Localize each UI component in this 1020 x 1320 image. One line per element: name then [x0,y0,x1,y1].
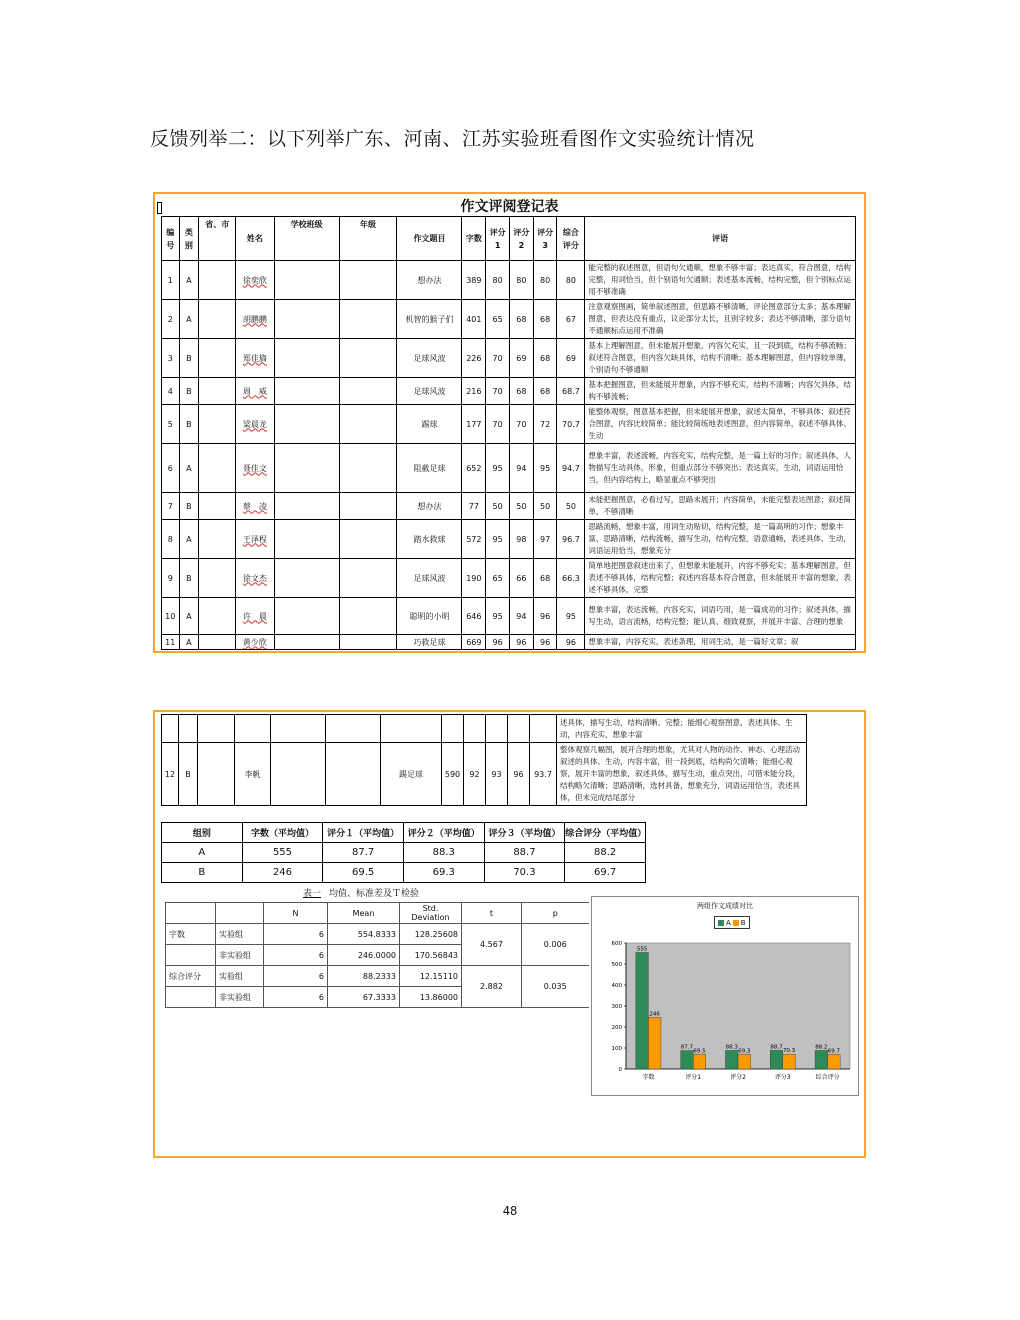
row-words: 401 [462,300,486,339]
stat-group: 非实验组 [216,987,264,1008]
row-school [274,405,339,444]
header-school: 学校班级 [274,217,339,261]
row-category: B [179,743,198,806]
row-score3: 96 [533,635,557,650]
row-score1: 65 [486,300,510,339]
row-score2: 66 [509,559,533,598]
row-overall: 68.7 [557,378,585,405]
header-score3: 评分3 [533,217,557,261]
row-province [199,339,236,378]
row-category: A [179,261,199,300]
row-score1: 92 [464,743,486,806]
row-words: 652 [462,444,486,493]
stat-var: 综合评分 [166,966,216,987]
row-no: 6 [162,444,180,493]
stat-p: 0.035 [522,966,589,1008]
bar-data-label: 69.5 [693,1048,706,1055]
header-province: 省、市 [199,217,236,261]
avg-header-overall: 综合评分（平均值） [565,823,646,843]
row-overall: 70.7 [557,405,585,444]
row-school [274,261,339,300]
row-score3: 95 [533,444,557,493]
bar-b [738,1054,751,1069]
row-grade [339,598,397,635]
row-title: 想办法 [397,493,462,520]
avg-cell: A [162,843,243,863]
row-no: 7 [162,493,180,520]
row-overall: 94.7 [557,444,585,493]
bar-data-label: 70.3 [782,1048,796,1055]
row-no: 11 [162,635,180,650]
stat-header-mean: Mean [328,903,400,924]
row-title: 足球风波 [397,559,462,598]
stat-table-caption-prefix: 表一 [303,889,322,899]
row-score3: 50 [533,493,557,520]
x-tick-label: 评分2 [730,1074,746,1081]
row-school [274,493,339,520]
row-score2: 70 [509,405,533,444]
stat-table [165,902,589,1008]
bar-data-label: 69.7 [827,1048,840,1055]
comment-cell: 基本上理解图意，但未能展开想象，内容欠充实，且一段到底，结构不够流畅；叙述符合图意，但内容欠缺具体，结构不清晰；基本理解图意，但内容较单薄，个别语句不够通顺 [585,339,856,378]
register-frame-1 [153,192,866,653]
stat-sd: 13.86000 [400,987,462,1008]
stat-var [166,945,216,966]
row-grade [339,300,397,339]
row-title: 踢足球 [381,743,442,806]
bar-data-label: 555 [636,946,648,953]
bar-b [648,1017,661,1069]
avg-cell: 88.2 [565,843,646,863]
comment-cell: 能整体观察，图意基本把握，但未能展开想象，叙述太简单，不够具体；叙述符合图意，内容比较简单；能比较简练地表述图意，但内容简单，叙述不够具体、生动 [585,405,856,444]
row-province [199,444,236,493]
bar-a [725,1050,738,1069]
row-province [199,405,236,444]
bar-a [770,1050,783,1069]
y-tick-label: 600 [611,941,622,947]
table-row [162,261,856,300]
row-grade [339,444,397,493]
header-score2: 评分2 [509,217,533,261]
stat-t: 4.567 [462,924,522,966]
row-category: A [179,598,199,635]
stat-sd: 170.56843 [400,945,462,966]
row-overall: 50 [557,493,585,520]
chart-legend [714,916,750,929]
row-overall: 93.7 [530,743,557,806]
row-title: 机智的猴子们 [397,300,462,339]
row-category: A [179,300,199,339]
row-title: 踏水救球 [397,520,462,559]
header-name: 姓名 [236,217,274,261]
row-school [274,559,339,598]
row-score3: 68 [533,339,557,378]
stat-n: 6 [264,987,328,1008]
avg-header-score1: 评分１（平均值） [323,823,404,843]
row-score1: 80 [486,261,510,300]
row-name: 许 晨 [236,598,274,635]
row-score1: 95 [486,520,510,559]
row-score3: 97 [533,520,557,559]
row-province [199,378,236,405]
header-word-count: 字数 [462,217,486,261]
stat-mean: 67.3333 [328,987,400,1008]
bar-b [783,1054,796,1069]
avg-header-group: 组别 [162,823,243,843]
row-score2: 69 [509,339,533,378]
table-row [162,715,807,743]
y-tick-label: 500 [611,962,622,968]
row-grade [339,493,397,520]
row-score2: 94 [509,598,533,635]
row-category: B [179,378,199,405]
stat-table-caption-text: 均值、标准差及Ｔ检验 [329,889,420,899]
row-score2: 68 [509,300,533,339]
register-frame-2 [153,710,866,1158]
row-score1: 95 [486,444,510,493]
row-province [199,635,236,650]
row-score3: 68 [533,300,557,339]
avg-cell: B [162,863,243,883]
row-score2: 93 [486,743,508,806]
bar-data-label: 69.3 [738,1048,751,1055]
table-row [166,966,589,987]
row-no: 10 [162,598,180,635]
table-row [162,339,856,378]
table-row [162,843,646,863]
row-name: 胡鹏鹏 [236,300,274,339]
legend-label-a: A [726,918,731,927]
avg-cell: 70.3 [484,863,565,883]
stat-header [216,903,264,924]
row-words: 669 [462,635,486,650]
row-overall: 96 [557,635,585,650]
row-score3: 80 [533,261,557,300]
row-title: 踢球 [397,405,462,444]
register-table [161,216,856,650]
row-title: 足球风波 [397,339,462,378]
row-score1: 95 [486,598,510,635]
header-grade: 年级 [339,217,397,261]
row-grade [339,520,397,559]
row-overall: 67 [557,300,585,339]
row-name: 徐文杰 [236,559,274,598]
avg-header-words: 字数（平均值） [242,823,323,843]
register-table-continued [161,714,807,806]
row-words: 389 [462,261,486,300]
comment-cell: 述具体，描写生动，结构清晰、完整；能细心观察图意，表述具体、生动，内容充实，想象丰富 [557,715,807,743]
avg-cell: 88.3 [403,843,484,863]
stat-header-sd: Std. Deviation [400,903,462,924]
row-name: 黄少欣 [236,635,274,650]
row-title: 足球风波 [397,378,462,405]
avg-cell: 69.5 [323,863,404,883]
comment-cell: 整体观察几幅图，展开合理的想象，尤其对人物的动作、神态、心理活动叙述的具体、生动，内容丰富，但一段到底，结构尚欠清晰；能细心观察，展开丰富的想象，叙述具体，描写生动，重点突出，可惜未能分段，结构略欠清晰；思路清晰，选材具备，想象充分，词语运用恰当，表述具体，但未完成结尾部分 [557,743,807,806]
row-score2: 50 [509,493,533,520]
row-category: B [179,559,199,598]
register-title: 作文评阅登记表 [460,199,559,215]
bar-data-label: 87.7 [680,1044,694,1051]
row-school [274,378,339,405]
row-score3: 72 [533,405,557,444]
row-score3: 68 [533,378,557,405]
row-overall: 69 [557,339,585,378]
stat-mean: 246.0000 [328,945,400,966]
row-title: 阻截足球 [397,444,462,493]
legend-label-b: B [740,918,746,927]
stat-header [166,903,216,924]
row-category: A [179,444,199,493]
comment-cell: 基本把握图意，但未能展开想象，内容不够充实，结构不清晰；内容欠具体，结构不够流畅； [585,378,856,405]
comment-cell: 思路流畅，想象丰富，用词生动贴切，结构完整，是一篇高明的习作；想象丰富，思路清晰，结构流畅，描写生动，结构完整，语意通畅，表述具体、生动，词语运用恰当，想象充分 [585,520,856,559]
row-province [199,559,236,598]
row-grade [339,378,397,405]
row-score1: 70 [486,405,510,444]
stat-n: 6 [264,966,328,987]
row-category: B [179,405,199,444]
header-no: 编号 [162,217,180,261]
row-words: 77 [462,493,486,520]
row-province [199,300,236,339]
row-score3: 68 [533,559,557,598]
row-no: 3 [162,339,180,378]
stat-n: 6 [264,924,328,945]
table-row [162,405,856,444]
row-grade [339,339,397,378]
table-row [162,863,646,883]
row-words: 590 [442,743,464,806]
row-score2: 94 [509,444,533,493]
y-tick-label: 300 [611,1004,622,1010]
row-overall: 66.3 [557,559,585,598]
row-no: 4 [162,378,180,405]
row-score1: 70 [486,378,510,405]
avg-header-score2: 评分２（平均值） [403,823,484,843]
stat-table-caption [303,886,419,899]
stat-t: 2.882 [462,966,522,1008]
table-row [162,378,856,405]
row-grade [339,261,397,300]
avg-cell: 87.7 [323,843,404,863]
stat-group: 实验组 [216,966,264,987]
comment-cell: 能完整的叙述图意，但语句欠通顺，想象不够丰富；表达真实，符合图意，结构完整，用词恰当，但个别语句欠通顺；表述基本流畅，结构完整，但个别标点运用不够准确 [585,261,856,300]
header-category: 类别 [179,217,199,261]
page-heading: 反馈列举二：以下列举广东、河南、江苏实验班看图作文实验统计情况 [150,128,755,150]
row-no: 9 [162,559,180,598]
row-grade [339,635,397,650]
row-grade [339,559,397,598]
y-tick-label: 400 [611,983,622,989]
row-category: A [179,520,199,559]
table-row [162,635,856,650]
bar-b [693,1054,706,1069]
row-title: 巧救足球 [397,635,462,650]
comment-cell: 简单地把图意叙述出来了，但想象未能展开，内容不够充实；基本理解图意，但表述不够具体，结构完整；叙述内容基本符合图意，但未能展开丰富的想象，表述不够具体，完整 [585,559,856,598]
stat-mean: 88.2333 [328,966,400,987]
table-row [162,598,856,635]
stat-var [166,987,216,1008]
x-tick-label: 评分1 [685,1074,702,1081]
average-table [161,822,646,883]
y-tick-label: 0 [618,1067,622,1073]
stat-sd: 128.25608 [400,924,462,945]
stat-var: 字数 [166,924,216,945]
row-words: 646 [462,598,486,635]
page-number: 48 [502,1204,518,1218]
comment-cell: 想象丰富，表述流畅，内容充实，结构完整，是一篇上好的习作；叙述具体，人物描写生动具体，形象，但重点部分不够突出；表达真实，生动，词语运用恰当，但内容结构上，略显重点不够突出 [585,444,856,493]
row-no: 2 [162,300,180,339]
row-words: 226 [462,339,486,378]
stat-n: 6 [264,945,328,966]
row-name: 李帆 [235,743,271,806]
row-school [274,300,339,339]
row-category: B [179,339,199,378]
header-overall: 综合评分 [557,217,585,261]
table-row [162,493,856,520]
table-row [162,743,807,806]
row-name: 王泽程 [236,520,274,559]
bar-a [815,1050,828,1069]
row-overall: 95 [557,598,585,635]
row-name: 聂佳文 [236,444,274,493]
legend-swatch-a [718,920,724,926]
row-province [199,493,236,520]
table-row [166,924,589,945]
row-words: 177 [462,405,486,444]
row-province [199,598,236,635]
y-tick-label: 100 [611,1046,622,1052]
row-words: 216 [462,378,486,405]
row-category: A [179,635,199,650]
x-tick-label: 综合评分 [815,1074,840,1081]
row-score2: 80 [509,261,533,300]
avg-cell: 88.7 [484,843,565,863]
row-no: 1 [162,261,180,300]
row-name: 郑佳旖 [236,339,274,378]
row-province [199,261,236,300]
row-title: 聪明的小明 [397,598,462,635]
avg-cell: 69.3 [403,863,484,883]
bar-a [636,952,649,1069]
legend-swatch-b [733,920,739,926]
bar-data-label: 246 [649,1011,660,1018]
table-row [162,520,856,559]
row-words: 190 [462,559,486,598]
row-no: 8 [162,520,180,559]
row-score2: 96 [509,635,533,650]
row-overall: 96.7 [557,520,585,559]
header-comment: 评语 [585,217,856,261]
avg-cell: 555 [242,843,323,863]
comment-cell: 注意观察图画，简单叙述图意，但思路不够清晰，评论图意部分太多；基本理解图意，但表达没有重点，议论部分太长，且别字较多；表达不够清晰，部分语句不通顺标点运用不准确 [585,300,856,339]
row-name: 蔡 凌 [236,493,274,520]
avg-cell: 246 [242,863,323,883]
row-name: 梁晨龙 [236,405,274,444]
stat-group: 实验组 [216,924,264,945]
stat-header-n: N [264,903,328,924]
row-score1: 96 [486,635,510,650]
stat-group: 非实验组 [216,945,264,966]
header-score1: 评分1 [486,217,510,261]
row-title: 想办法 [397,261,462,300]
stat-mean: 554.8333 [328,924,400,945]
row-words: 572 [462,520,486,559]
row-school [274,520,339,559]
avg-header-score3: 评分３（平均值） [484,823,565,843]
row-category: B [179,493,199,520]
stat-header-p: p [522,903,589,924]
row-score2: 68 [509,378,533,405]
row-score1: 70 [486,339,510,378]
row-overall: 80 [557,261,585,300]
row-score1: 50 [486,493,510,520]
bar-data-label: 88.7 [770,1044,783,1051]
row-school [274,635,339,650]
row-school [274,444,339,493]
x-tick-label: 评分3 [774,1074,791,1081]
comment-cell: 未能把握图意，必看过写，思路未展开；内容简单，未能完整表达图意；叙述简单，不够清晰 [585,493,856,520]
row-name: 徐奕欣 [236,261,274,300]
row-no: 12 [162,743,179,806]
comment-cell: 想象丰富，内容充实，表述条理，用词生动，是一篇好文章；叙 [585,635,856,650]
table-row [162,559,856,598]
row-score1: 65 [486,559,510,598]
row-score3: 96 [508,743,530,806]
bar-data-label: 88.3 [725,1044,738,1051]
avg-cell: 69.7 [565,863,646,883]
bar-a [681,1051,694,1069]
bar-b [828,1054,841,1069]
table-row [162,300,856,339]
row-school [274,598,339,635]
row-school [274,339,339,378]
header-essay-title: 作文题目 [397,217,462,261]
stat-p: 0.006 [522,924,589,966]
row-score2: 98 [509,520,533,559]
row-name: 周 威 [236,378,274,405]
y-tick-label: 200 [611,1025,622,1031]
bar-chart [591,896,859,1096]
row-province [199,520,236,559]
row-no: 5 [162,405,180,444]
row-score3: 96 [533,598,557,635]
comment-cell: 想象丰富，表达流畅，内容充实，词语巧用，是一篇成功的习作；叙述具体，描写生动，语言流畅，结构完整；能认真、细致观察，并展开丰富、合理的想象 [585,598,856,635]
stat-sd: 12.15110 [400,966,462,987]
bar-data-label: 88.2 [815,1044,828,1051]
table-row [162,444,856,493]
stat-header-t: t [462,903,522,924]
chart-title: 两组作文成绩对比 [697,902,753,910]
row-grade [339,405,397,444]
x-tick-label: 字数 [642,1074,655,1081]
